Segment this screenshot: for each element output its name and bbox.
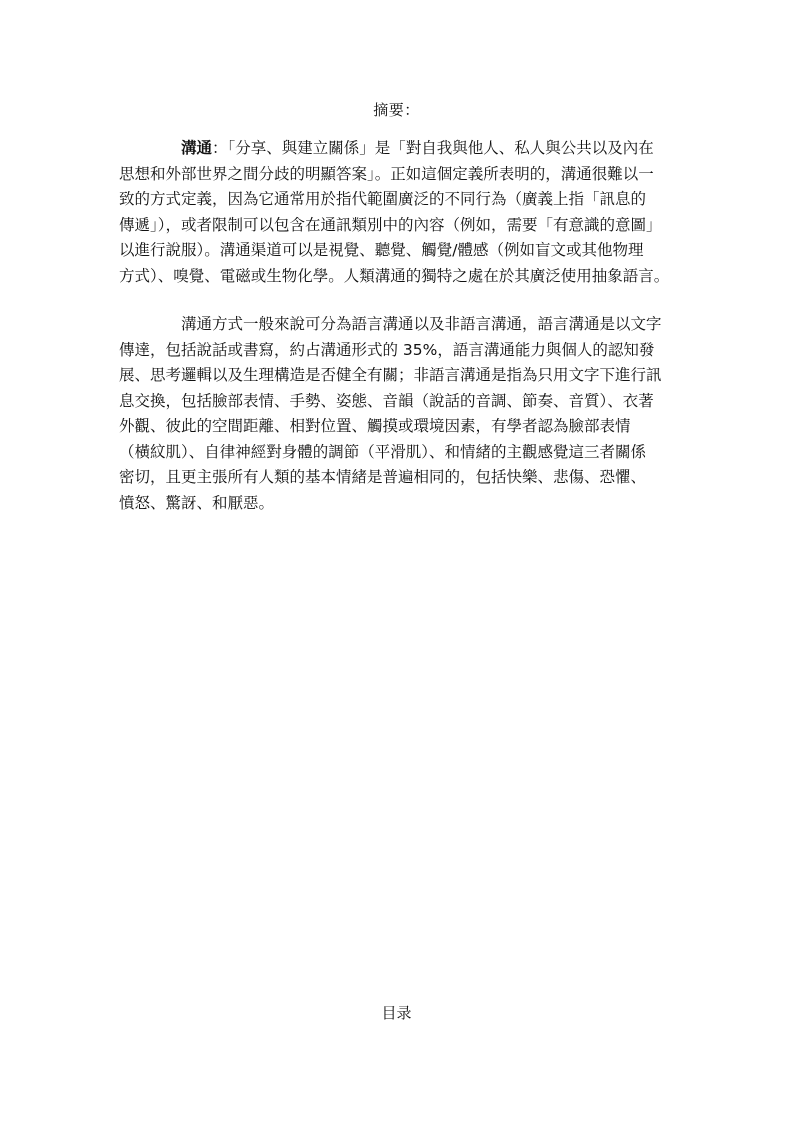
paragraph-line: 密切，且更主張所有人類的基本情緒是普遍相同的，包括快樂、悲傷、恐懼、 — [119, 468, 647, 486]
paragraph-line: 息交換，包括臉部表情、手勢、姿態、音韻（說話的音調、節奏、音質）、衣著 — [119, 391, 654, 410]
definition-paragraph — [119, 136, 669, 289]
paragraph-line: 致的方式定義，因為它通常用於指代範圍廣泛的不同行為（廣義上指「訊息的 — [119, 190, 647, 208]
paragraph-line: 憤怒、驚訝、和厭惡。 — [119, 493, 275, 512]
paragraph-line: 溝通方式一般來說可分為語言溝通以及非語言溝通，語言溝通是以文字 — [181, 315, 662, 333]
paragraph-line: 展、思考邏輯以及生理構造是否健全有關；非語言溝通是指為只用文字下進行訊 — [119, 366, 662, 384]
paragraph-line: 思想和外部世界之間分歧的明顯答案」。正如這個定義所表明的，溝通很難以一 — [119, 164, 654, 183]
paragraph-line: （橫紋肌）、自律神經對身體的調節（平滑肌）、和情緒的主觀感覺這三者關係 — [119, 442, 647, 461]
paragraph-line — [119, 136, 669, 162]
paragraph-line: 外觀、彼此的空間距離、相對位置、觸摸或環境因素，有學者認為臉部表情 — [119, 417, 631, 435]
paragraph-line: 方式）、嗅覺、電磁或生物化學。人類溝通的獨特之處在於其廣泛使用抽象語言。 — [119, 266, 670, 285]
paragraph-text: ：「分享、與建立關係」是「對自我與他人、私人與公共以及內在 — [212, 139, 654, 157]
paragraph-line: 以進行說服）。溝通渠道可以是視覺、聽覺、觸覺/體感（例如盲文或其他物理 — [119, 241, 644, 259]
table-of-contents-heading: 目录 — [381, 1004, 412, 1022]
defined-term: 溝通 — [181, 139, 213, 157]
paragraph-line: 傳達，包括說話或書寫，約占溝通形式的 35%，語言溝通能力與個人的認知發 — [119, 340, 655, 359]
communication-types-paragraph — [119, 312, 662, 516]
paragraph-line: 傳遞」），或者限制可以包含在通訊類別中的內容（例如，需要「有意識的意圖」 — [119, 215, 662, 234]
abstract-heading: 摘要： — [373, 101, 420, 119]
